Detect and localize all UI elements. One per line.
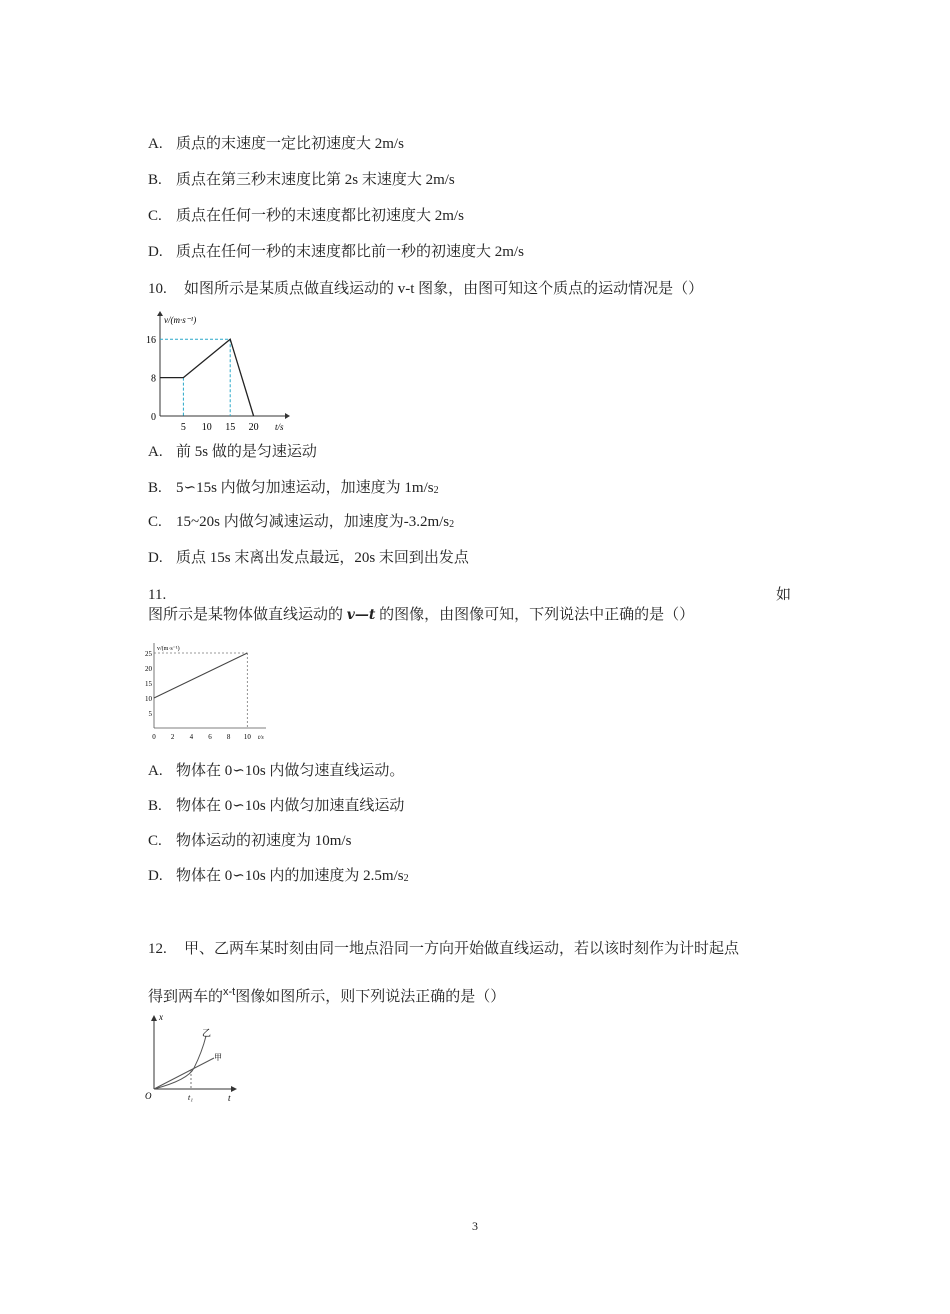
- q11-stem: 图所示是某物体做直线运动的 v—t 的图像，由图像可知，下列说法中正确的是（）: [148, 607, 695, 623]
- series-line: [160, 339, 254, 416]
- q9-option-a: A. 质点的末速度一定比初速度大 2m/s: [148, 136, 404, 152]
- x-tick-label: 5: [180, 422, 186, 432]
- x-axis-label: t/s: [275, 422, 284, 432]
- q10-option-d: D. 质点 15s 末离出发点最远，20s 末回到出发点: [148, 550, 469, 566]
- q9-option-b: B. 质点在第三秒末速度比第 2s 末速度大 2m/s: [148, 172, 455, 188]
- y-tick-label: 20: [145, 665, 152, 673]
- y-tick-label: 15: [145, 680, 152, 688]
- t1-label: t₁: [188, 1093, 194, 1102]
- y-tick-label: 0: [151, 412, 156, 423]
- x-axis-label: x: [159, 1012, 163, 1022]
- q11-stem-right: 如: [776, 587, 792, 603]
- q10-option-b: B. 5∽15s 内做匀加速运动，加速度为 1m/s2: [148, 480, 439, 496]
- q10-option-c: C. 15~20s 内做匀减速运动，加速度为-3.2m/s2: [148, 514, 455, 530]
- x-tick-label: 6: [208, 733, 212, 741]
- q10-stem: 10. 如图所示是某质点做直线运动的 v-t 图象，由图可知这个质点的运动情况是（）: [148, 281, 704, 297]
- y-tick-label: 8: [151, 373, 156, 385]
- y-axis-label: v/(m·s⁻¹): [164, 315, 197, 325]
- y-axis-arrow: [157, 311, 163, 316]
- x-tick-label: 15: [225, 422, 236, 432]
- q11-vt-chart: [140, 640, 270, 742]
- series-line: [154, 653, 247, 698]
- q12-stem-line2: 得到两车的$^{x-t}$图像如图所示，则下列说法正确的是（）: [148, 986, 506, 1005]
- q11-option-d: D. 物体在 0∽10s 内的加速度为 2.5m/s2: [148, 868, 409, 884]
- x-tick-label: 8: [226, 733, 231, 741]
- x-tick-label: 4: [189, 733, 194, 741]
- y-tick-label: 16: [146, 335, 156, 347]
- x-axis-label: t/s: [258, 735, 264, 741]
- page-number: 3: [472, 1219, 478, 1233]
- line-jia: [154, 1058, 214, 1089]
- label-jia: 甲: [214, 1053, 222, 1062]
- x-axis-arrow: [285, 413, 290, 419]
- q10-vt-chart: [140, 310, 290, 432]
- x-tick-label: 2: [170, 733, 175, 741]
- q10-option-a: A. 前 5s 做的是匀速运动: [148, 444, 317, 460]
- origin-label: O: [145, 1091, 152, 1101]
- x-tick-label: 10: [243, 733, 251, 741]
- q11-option-a: A. 物体在 0∽10s 内做匀速直线运动。: [148, 763, 405, 779]
- x-tick-label: 10: [201, 422, 212, 432]
- y-tick-label: 5: [148, 710, 152, 718]
- t-axis-label: t: [228, 1093, 231, 1103]
- y-tick-label: 25: [145, 650, 152, 658]
- q12-xt-figure: [140, 1010, 250, 1105]
- y-tick-label: 10: [145, 695, 152, 703]
- x-tick-label: 20: [248, 422, 259, 432]
- q11-option-c: C. 物体运动的初速度为 10m/s: [148, 833, 352, 849]
- q11-number: 11.: [148, 587, 167, 603]
- q12-stem-line1: 12. 甲、乙两车某时刻由同一地点沿同一方向开始做直线运动，若以该时刻作为计时起点: [148, 941, 740, 957]
- y-axis-label: v/(m·s⁻¹): [157, 646, 180, 652]
- q9-option-c: C. 质点在任何一秒的末速度都比初速度大 2m/s: [148, 208, 464, 224]
- x-tick-label: 0: [152, 733, 156, 741]
- label-yi: 乙: [202, 1028, 212, 1038]
- q11-option-b: B. 物体在 0∽10s 内做匀加速直线运动: [148, 798, 405, 814]
- q9-option-d: D. 质点在任何一秒的末速度都比前一秒的初速度大 2m/s: [148, 244, 524, 260]
- curve-yi: [154, 1036, 206, 1089]
